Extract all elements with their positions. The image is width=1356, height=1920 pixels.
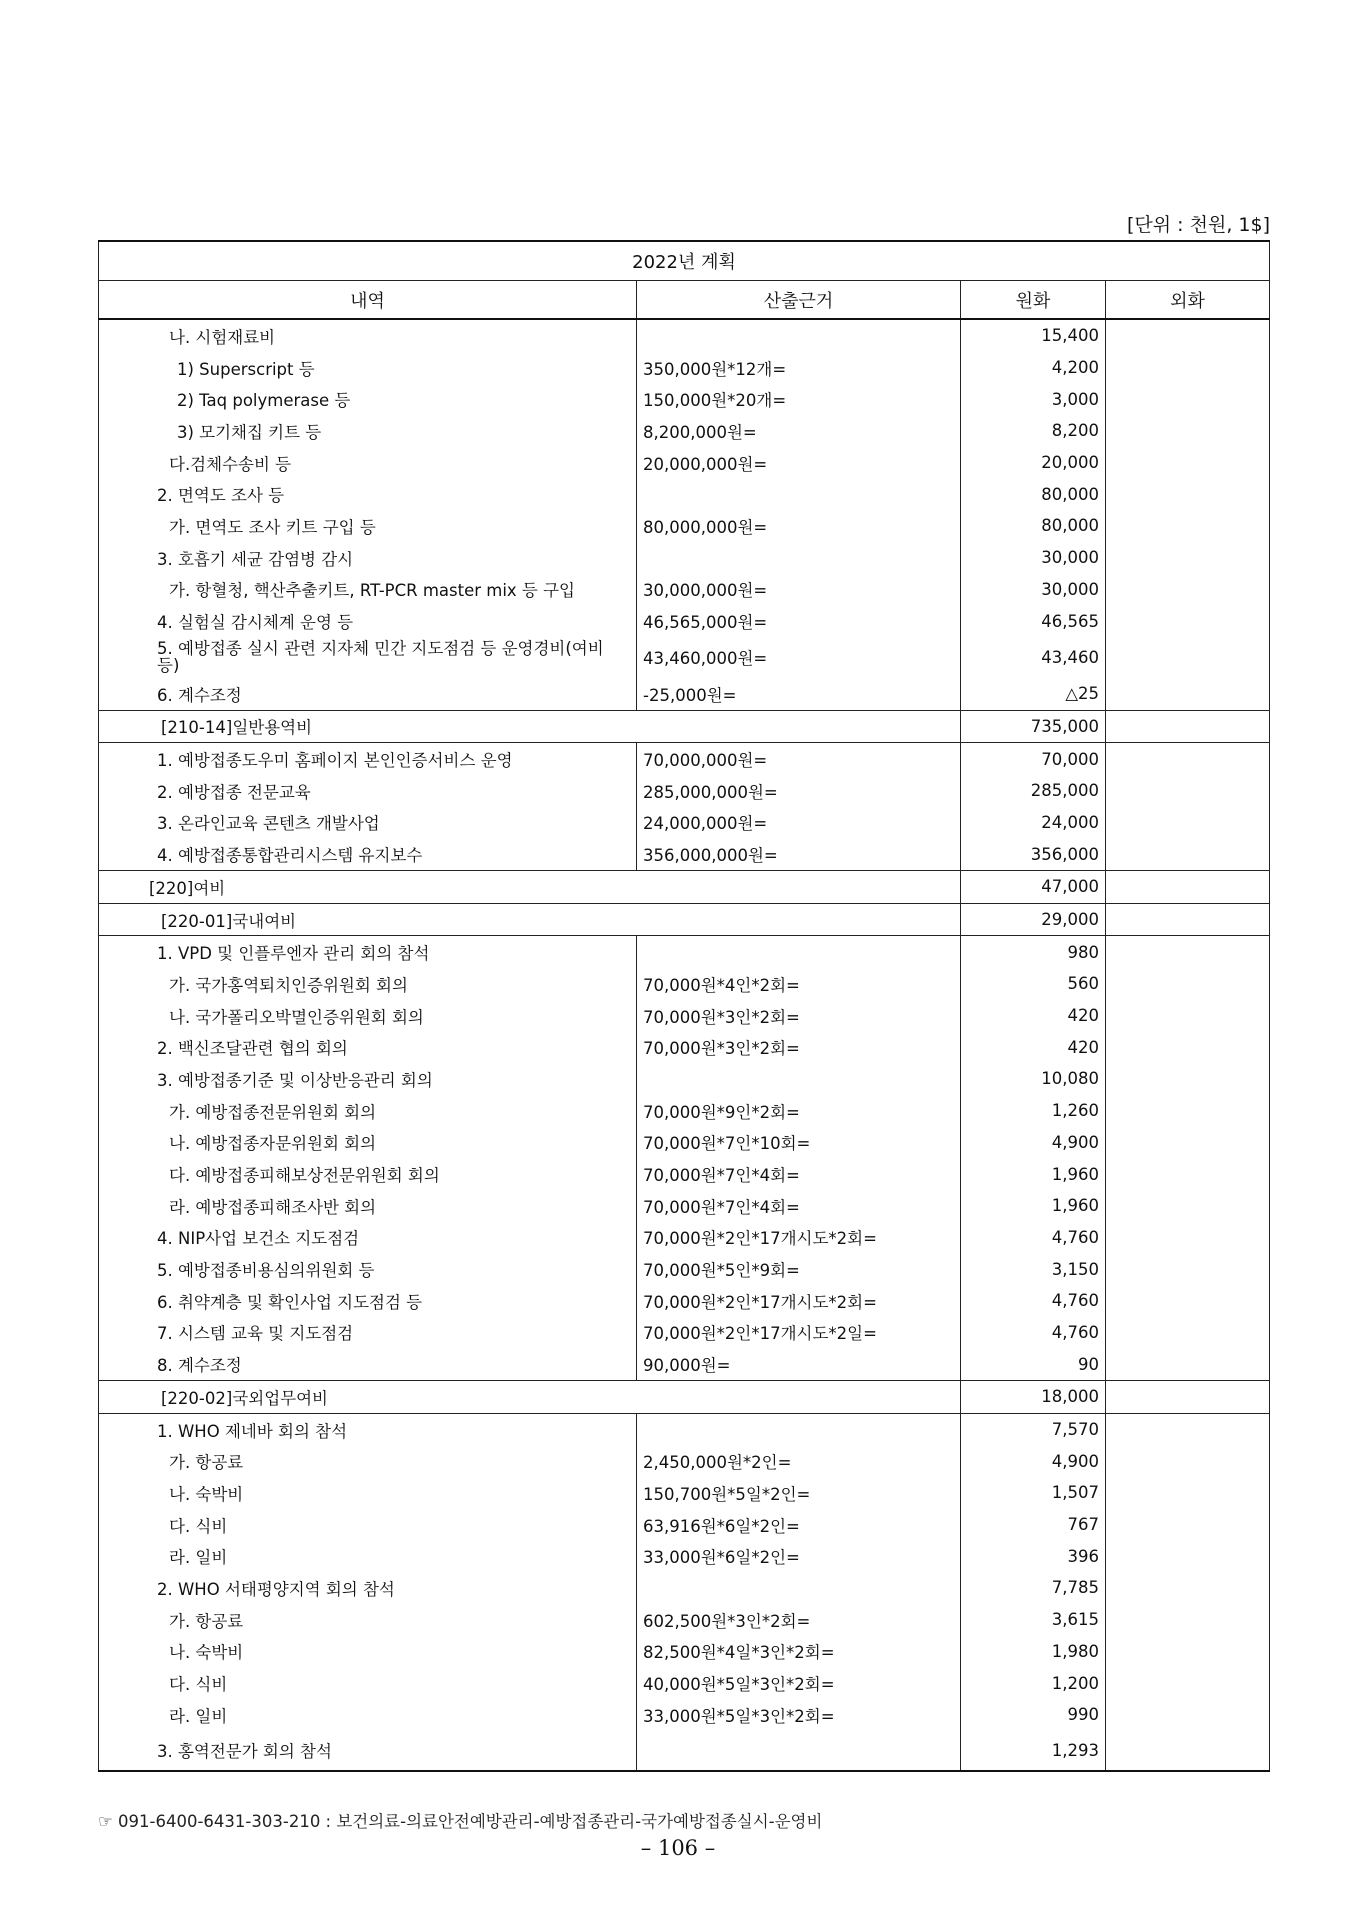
row-foreign (1106, 415, 1270, 447)
row-item: 2. WHO 서태평양지역 회의 참석 (99, 1572, 637, 1604)
row-foreign (1106, 1604, 1270, 1636)
row-basis (637, 936, 961, 968)
row-krw: 1,980 (961, 1636, 1106, 1668)
header-item: 내역 (99, 281, 637, 320)
row-basis: 33,000원*5일*3인*2회= (637, 1699, 961, 1731)
table-row (99, 542, 1270, 574)
table-row (99, 903, 1270, 936)
header-basis: 산출근거 (637, 281, 961, 320)
row-foreign (1106, 1381, 1270, 1414)
row-krw: 396 (961, 1540, 1106, 1572)
table-row (99, 447, 1270, 479)
row-krw: 80,000 (961, 510, 1106, 542)
row-basis: 63,916원*6일*2인= (637, 1509, 961, 1541)
table-row (99, 1572, 1270, 1604)
row-basis: 82,500원*4일*3인*2회= (637, 1636, 961, 1668)
row-foreign (1106, 1063, 1270, 1095)
row-foreign (1106, 1572, 1270, 1604)
row-foreign (1106, 1285, 1270, 1317)
row-krw: 4,760 (961, 1285, 1106, 1317)
row-foreign (1106, 1222, 1270, 1254)
table-row (99, 1667, 1270, 1699)
budget-code-footer: ☞ 091-6400-6431-303-210 : 보건의료-의료안전예방관리-예방접종관리-국가예방접종실시-운영비 (98, 1812, 823, 1831)
row-basis: 46,565,000원= (637, 605, 961, 637)
row-item: 가. 항공료 (99, 1604, 637, 1636)
row-foreign (1106, 1348, 1270, 1380)
row-foreign (1106, 710, 1270, 743)
row-foreign (1106, 936, 1270, 968)
row-foreign (1106, 542, 1270, 574)
table-row (99, 637, 1270, 678)
row-basis: 285,000,000원= (637, 775, 961, 807)
row-krw: 4,760 (961, 1222, 1106, 1254)
row-item: 가. 항혈청, 핵산추출키트, RT-PCR master mix 등 구입 (99, 574, 637, 606)
row-item: 다. 예방접종피해보상전문위원회 회의 (99, 1158, 637, 1190)
row-basis: 40,000원*5일*3인*2회= (637, 1667, 961, 1699)
table-row (99, 968, 1270, 1000)
row-foreign (1106, 1445, 1270, 1477)
row-krw: 30,000 (961, 574, 1106, 606)
row-krw: 8,200 (961, 415, 1106, 447)
row-foreign (1106, 1253, 1270, 1285)
table-row (99, 1699, 1270, 1731)
row-foreign (1106, 838, 1270, 870)
row-foreign (1106, 871, 1270, 904)
row-foreign (1106, 1095, 1270, 1127)
table-row (99, 1095, 1270, 1127)
table-row (99, 1285, 1270, 1317)
row-item: 나. 시험재료비 (99, 319, 637, 352)
table-row (99, 1413, 1270, 1445)
table-row (99, 1031, 1270, 1063)
header-foreign: 외화 (1106, 281, 1270, 320)
row-krw: 10,080 (961, 1063, 1106, 1095)
table-row (99, 1222, 1270, 1254)
row-basis: 24,000,000원= (637, 807, 961, 839)
row-foreign (1106, 510, 1270, 542)
row-item: 다.검체수송비 등 (99, 447, 637, 479)
row-item: 6. 계수조정 (99, 678, 637, 710)
plan-title: 2022년 계획 (99, 241, 1270, 281)
row-basis (637, 1413, 961, 1445)
row-item: 2. 면역도 조사 등 (99, 478, 637, 510)
table-row (99, 678, 1270, 710)
table-row (99, 1127, 1270, 1159)
row-item: 3. 온라인교육 콘텐츠 개발사업 (99, 807, 637, 839)
table-row (99, 807, 1270, 839)
unit-label: [단위 : 천원, 1$] (1127, 214, 1270, 236)
row-basis: 70,000원*3인*2회= (637, 1031, 961, 1063)
row-item: 3) 모기채집 키트 등 (99, 415, 637, 447)
row-foreign (1106, 1000, 1270, 1032)
row-krw: 80,000 (961, 478, 1106, 510)
table-row (99, 1477, 1270, 1509)
row-krw: 15,400 (961, 319, 1106, 352)
row-item: [220-02]국외업무여비 (99, 1381, 961, 1414)
row-item: 나. 숙박비 (99, 1636, 637, 1668)
row-basis (637, 1572, 961, 1604)
table-row (99, 1317, 1270, 1349)
row-krw: 3,000 (961, 383, 1106, 415)
table-row (99, 1000, 1270, 1032)
row-krw: 4,900 (961, 1127, 1106, 1159)
table-row (99, 383, 1270, 415)
table-row (99, 1381, 1270, 1414)
row-item: 5. 예방접종비용심의위원회 등 (99, 1253, 637, 1285)
row-krw: 1,293 (961, 1731, 1106, 1771)
row-basis: 20,000,000원= (637, 447, 961, 479)
row-foreign (1106, 605, 1270, 637)
table-row (99, 1731, 1270, 1771)
row-krw: 990 (961, 1699, 1106, 1731)
row-foreign (1106, 1509, 1270, 1541)
row-item: 4. 실험실 감시체계 운영 등 (99, 605, 637, 637)
row-item: 8. 계수조정 (99, 1348, 637, 1380)
row-krw: 735,000 (961, 710, 1106, 743)
row-item: 4. NIP사업 보건소 지도점검 (99, 1222, 637, 1254)
table-row (99, 838, 1270, 870)
row-item: 5. 예방접종 실시 관련 지자체 민간 지도점검 등 운영경비(여비 등) (99, 637, 637, 678)
row-foreign (1106, 1477, 1270, 1509)
row-krw: 4,760 (961, 1317, 1106, 1349)
row-basis: 43,460,000원= (637, 637, 961, 678)
table-row (99, 574, 1270, 606)
row-item: 4. 예방접종통합관리시스템 유지보수 (99, 838, 637, 870)
row-krw: 767 (961, 1509, 1106, 1541)
row-item: 2. 예방접종 전문교육 (99, 775, 637, 807)
row-krw: 1,960 (961, 1158, 1106, 1190)
table-row (99, 510, 1270, 542)
row-item: 다. 식비 (99, 1667, 637, 1699)
page-number: – 106 – (640, 1836, 716, 1860)
row-krw: 24,000 (961, 807, 1106, 839)
row-foreign (1106, 1413, 1270, 1445)
table-row (99, 775, 1270, 807)
row-basis: -25,000원= (637, 678, 961, 710)
row-krw: 420 (961, 1031, 1106, 1063)
row-item: [210-14]일반용역비 (99, 710, 961, 743)
row-basis: 90,000원= (637, 1348, 961, 1380)
row-item: 7. 시스템 교육 및 지도점검 (99, 1317, 637, 1349)
row-basis: 70,000원*2인*17개시도*2회= (637, 1285, 961, 1317)
row-basis: 30,000,000원= (637, 574, 961, 606)
row-krw: 90 (961, 1348, 1106, 1380)
row-foreign (1106, 637, 1270, 678)
row-basis: 33,000원*6일*2인= (637, 1540, 961, 1572)
row-basis: 70,000원*4인*2회= (637, 968, 961, 1000)
row-krw: 4,200 (961, 352, 1106, 384)
row-basis (637, 478, 961, 510)
row-item: 가. 예방접종전문위원회 회의 (99, 1095, 637, 1127)
row-item: 라. 일비 (99, 1540, 637, 1572)
row-krw: 1,260 (961, 1095, 1106, 1127)
row-foreign (1106, 807, 1270, 839)
table-row (99, 1636, 1270, 1668)
row-krw: 29,000 (961, 903, 1106, 936)
row-item: 가. 항공료 (99, 1445, 637, 1477)
row-basis: 350,000원*12개= (637, 352, 961, 384)
row-foreign (1106, 1636, 1270, 1668)
row-foreign (1106, 1190, 1270, 1222)
row-basis (637, 319, 961, 352)
row-item: 6. 취약계층 및 확인사업 지도점검 등 (99, 1285, 637, 1317)
row-krw: 3,615 (961, 1604, 1106, 1636)
row-krw: 420 (961, 1000, 1106, 1032)
row-foreign (1106, 1317, 1270, 1349)
row-krw: 3,150 (961, 1253, 1106, 1285)
row-krw: 30,000 (961, 542, 1106, 574)
row-foreign (1106, 1667, 1270, 1699)
row-item: 가. 면역도 조사 키트 구입 등 (99, 510, 637, 542)
row-foreign (1106, 352, 1270, 384)
table-row (99, 319, 1270, 352)
table-row (99, 1158, 1270, 1190)
table-row (99, 415, 1270, 447)
table-row (99, 1348, 1270, 1380)
row-basis: 70,000원*2인*17개시도*2회= (637, 1222, 961, 1254)
row-krw: 7,570 (961, 1413, 1106, 1445)
row-item: 라. 일비 (99, 1699, 637, 1731)
row-basis (637, 542, 961, 574)
table-row (99, 871, 1270, 904)
table-row (99, 605, 1270, 637)
row-foreign (1106, 903, 1270, 936)
row-foreign (1106, 1540, 1270, 1572)
row-basis: 70,000원*3인*2회= (637, 1000, 961, 1032)
row-krw: 4,900 (961, 1445, 1106, 1477)
row-foreign (1106, 678, 1270, 710)
table-row (99, 1445, 1270, 1477)
table-body (99, 319, 1270, 1771)
header-krw: 원화 (961, 281, 1106, 320)
row-basis: 70,000원*7인*10회= (637, 1127, 961, 1159)
row-item: 1. WHO 제네바 회의 참석 (99, 1413, 637, 1445)
row-basis: 2,450,000원*2인= (637, 1445, 961, 1477)
row-krw: 43,460 (961, 637, 1106, 678)
row-foreign (1106, 775, 1270, 807)
row-foreign (1106, 478, 1270, 510)
table-row (99, 936, 1270, 968)
table-row (99, 1509, 1270, 1541)
row-krw: 47,000 (961, 871, 1106, 904)
row-basis: 70,000원*7인*4회= (637, 1158, 961, 1190)
row-item: [220-01]국내여비 (99, 903, 961, 936)
row-item: 3. 예방접종기준 및 이상반응관리 회의 (99, 1063, 637, 1095)
table-row (99, 1540, 1270, 1572)
row-basis: 602,500원*3인*2회= (637, 1604, 961, 1636)
row-foreign (1106, 447, 1270, 479)
table-row (99, 1190, 1270, 1222)
row-basis: 150,700원*5일*2인= (637, 1477, 961, 1509)
row-foreign (1106, 574, 1270, 606)
row-item: 2) Taq polymerase 등 (99, 383, 637, 415)
row-item: 나. 국가폴리오박멸인증위원회 회의 (99, 1000, 637, 1032)
row-foreign (1106, 1031, 1270, 1063)
row-foreign (1106, 743, 1270, 775)
budget-table (98, 240, 1270, 1772)
row-krw: △25 (961, 678, 1106, 710)
row-foreign (1106, 968, 1270, 1000)
row-basis: 150,000원*20개= (637, 383, 961, 415)
row-krw: 980 (961, 936, 1106, 968)
row-basis: 8,200,000원= (637, 415, 961, 447)
row-basis: 356,000,000원= (637, 838, 961, 870)
row-foreign (1106, 319, 1270, 352)
row-krw: 70,000 (961, 743, 1106, 775)
row-foreign (1106, 1158, 1270, 1190)
row-basis: 70,000원*7인*4회= (637, 1190, 961, 1222)
row-basis: 70,000원*9인*2회= (637, 1095, 961, 1127)
row-basis: 70,000원*5인*9회= (637, 1253, 961, 1285)
row-basis: 70,000,000원= (637, 743, 961, 775)
table-row (99, 1253, 1270, 1285)
row-foreign (1106, 1127, 1270, 1159)
row-basis: 80,000,000원= (637, 510, 961, 542)
row-krw: 1,507 (961, 1477, 1106, 1509)
row-krw: 1,200 (961, 1667, 1106, 1699)
table-row (99, 478, 1270, 510)
table-row (99, 1063, 1270, 1095)
row-foreign (1106, 383, 1270, 415)
row-krw: 356,000 (961, 838, 1106, 870)
row-krw: 46,565 (961, 605, 1106, 637)
row-item: 3. 호흡기 세균 감염병 감시 (99, 542, 637, 574)
table-row (99, 743, 1270, 775)
row-krw: 7,785 (961, 1572, 1106, 1604)
row-krw: 1,960 (961, 1190, 1106, 1222)
row-krw: 560 (961, 968, 1106, 1000)
row-basis: 70,000원*2인*17개시도*2일= (637, 1317, 961, 1349)
table-row (99, 710, 1270, 743)
row-item: 나. 예방접종자문위원회 회의 (99, 1127, 637, 1159)
row-item: 나. 숙박비 (99, 1477, 637, 1509)
row-krw: 285,000 (961, 775, 1106, 807)
row-foreign (1106, 1731, 1270, 1771)
row-item: 가. 국가홍역퇴치인증위원회 회의 (99, 968, 637, 1000)
row-basis (637, 1063, 961, 1095)
row-item: 다. 식비 (99, 1509, 637, 1541)
row-item: [220]여비 (99, 871, 961, 904)
row-krw: 18,000 (961, 1381, 1106, 1414)
row-item: 2. 백신조달관련 협의 회의 (99, 1031, 637, 1063)
row-item: 1. VPD 및 인플루엔자 관리 회의 참석 (99, 936, 637, 968)
row-item: 1) Superscript 등 (99, 352, 637, 384)
row-krw: 20,000 (961, 447, 1106, 479)
row-item: 라. 예방접종피해조사반 회의 (99, 1190, 637, 1222)
row-item: 1. 예방접종도우미 홈페이지 본인인증서비스 운영 (99, 743, 637, 775)
table-row (99, 1604, 1270, 1636)
row-foreign (1106, 1699, 1270, 1731)
row-item: 3. 홍역전문가 회의 참석 (99, 1731, 637, 1771)
row-basis (637, 1731, 961, 1771)
table-row (99, 352, 1270, 384)
